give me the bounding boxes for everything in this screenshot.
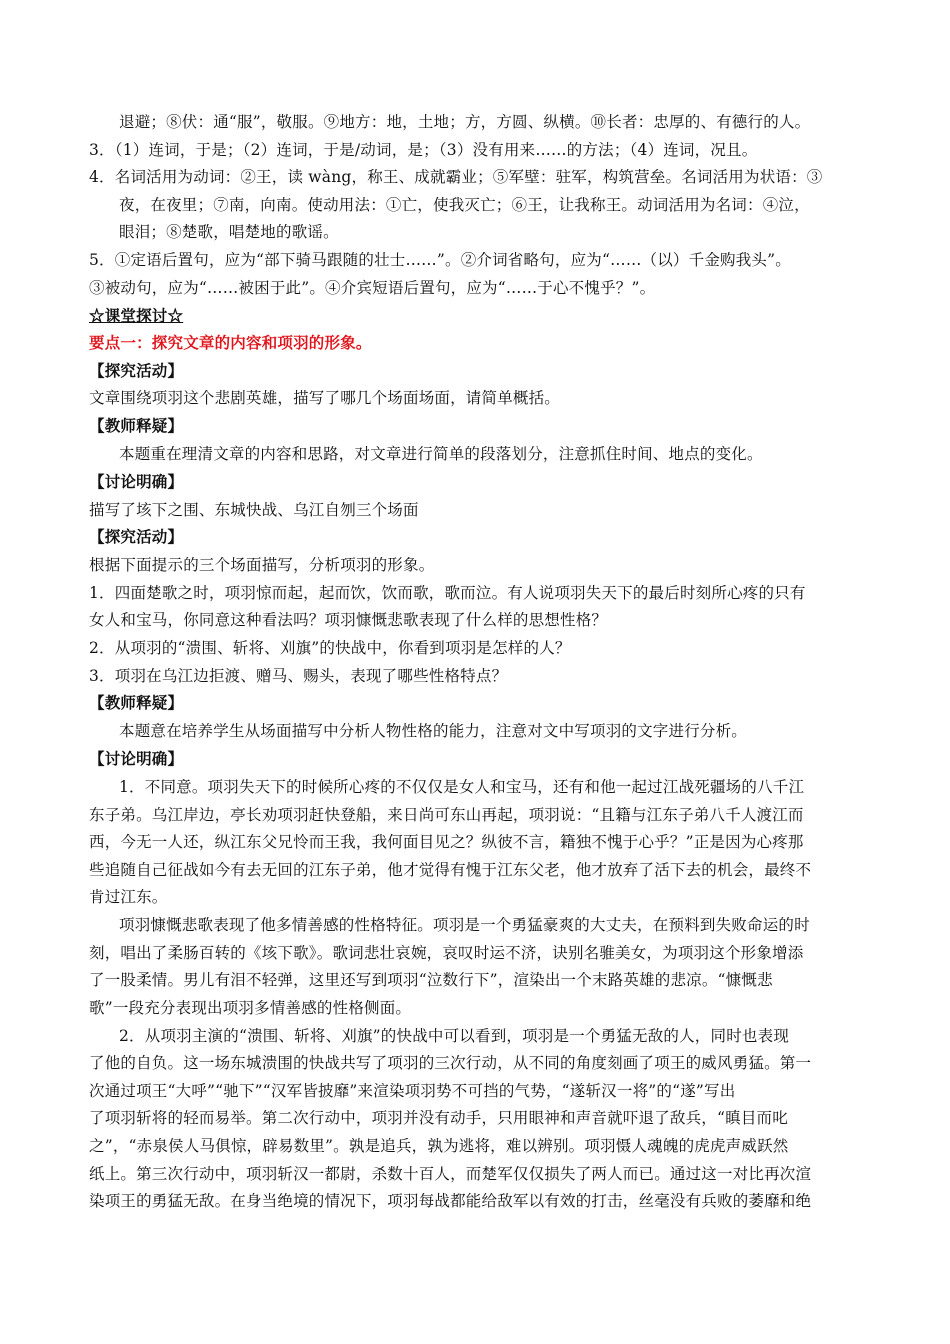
discussion-para-line: 肯过江东。 <box>89 888 168 906</box>
discussion-para-line: 纸上。第三次行动中，项羽斩汉一都尉，杀数十百人，而楚军仅仅损失了两人而已。通过这一对比再次渲 <box>89 1165 812 1183</box>
discussion-para-line: 了项羽斩将的轻而易举。第二次行动中，项羽并没有动手，只用眼神和声音就吓退了敌兵，“瞋目而叱 <box>89 1109 788 1127</box>
discussion-para-line: 东子弟。乌江岸边，亭长劝项羽赶快登船，来日尚可东山再起，项羽说：“且籍与江东子弟八千人渡江而 <box>89 806 804 824</box>
activity-heading: 【探究活动】 <box>89 361 184 380</box>
teacher-text: 本题重在理清文章的内容和思路，对文章进行简单的段落划分，注意抓住时间、地点的变化。 <box>119 445 763 463</box>
discussion-para-line: 1．不同意。项羽失天下的时候所心疼的不仅仅是女人和宝马，还有和他一起过江战死疆场的八千江 <box>119 778 805 796</box>
section-title: ☆课堂探讨☆ <box>89 306 184 325</box>
discussion-para-line: 刻，唱出了柔肠百转的《垓下歌》。歌词悲壮哀婉，哀叹时运不济，诀别名骓美女，为项羽这个形象增添 <box>89 944 804 962</box>
key-point-heading: 要点一：探究文章的内容和项羽的形象。 <box>89 333 372 352</box>
discussion-para-line: 2．从项羽主演的“溃围、斩将、刈旗”的快战中可以看到，项羽是一个勇猛无敌的人，同时也表现 <box>119 1027 790 1045</box>
activity-question: 文章围绕项羽这个悲剧英雄，描写了哪几个场面场面，请简单概括。 <box>89 389 561 407</box>
discussion-para-line: 西，今无一人还，纵江东父兄怜而王我，我何面目见之？纵彼不言，籍独不愧于心乎？”正是因为心疼那 <box>89 833 804 851</box>
answer-line-2: 3．（1）连词，于是；（2）连词，于是/动词，是；（3）没有用来……的方法；（4）连词，况且。 <box>89 141 758 159</box>
answer-line-6: 5．①定语后置句，应为“部下骑马跟随的壮士……”。②介词省略句，应为“……（以）千金购我头”。 <box>89 251 791 269</box>
answer-line-5: 眼泪；⑧楚歌，唱楚地的歌谣。 <box>119 223 339 241</box>
discussion-para-line: 之”，“赤泉侯人马俱惊，辟易数里”。孰是追兵，孰为逃将，难以辨别。项羽慑人魂魄的虎虎声威跃然 <box>89 1137 789 1155</box>
teacher-text-2: 本题意在培养学生从场面描写中分析人物性格的能力，注意对文中写项羽的文字进行分析。 <box>119 722 748 740</box>
discussion-heading-2: 【讨论明确】 <box>89 749 184 768</box>
discussion-heading: 【讨论明确】 <box>89 472 184 491</box>
teacher-heading: 【教师释疑】 <box>89 416 184 435</box>
answer-line-1: 退避；⑧伏：通“服”，敬服。⑨地方：地，土地；方，方圆、纵横。⑩长者：忠厚的、有德行的人。 <box>119 113 811 131</box>
discussion-para-line: 些追随自己征战如今有去无回的江东子弟，他才觉得有愧于江东父老，他才放弃了活下去的机会，最终不 <box>89 861 812 879</box>
activity-question-3: 3．项羽在乌江边拒渡、赠马、赐头，表现了哪些性格特点？ <box>89 667 508 685</box>
activity-question-1a: 1．四面楚歌之时，项羽惊而起，起而饮，饮而歌，歌而泣。有人说项羽失天下的最后时刻所心疼的只有 <box>89 584 806 602</box>
teacher-heading-2: 【教师释疑】 <box>89 693 184 712</box>
activity-heading-2: 【探究活动】 <box>89 527 184 546</box>
discussion-para-line: 了他的自负。这一场东城溃围的快战共写了项羽的三次行动，从不同的角度刻画了项王的威风勇猛。第一 <box>89 1054 812 1072</box>
activity-intro: 根据下面提示的三个场面描写，分析项羽的形象。 <box>89 556 435 574</box>
answer-line-7: ③被动句，应为“……被困于此”。④介宾短语后置句，应为“……于心不愧乎？”。 <box>89 279 656 297</box>
discussion-text: 描写了垓下之围、东城快战、乌江自刎三个场面 <box>89 501 419 519</box>
activity-question-1b: 女人和宝马，你同意这种看法吗？项羽慷慨悲歌表现了什么样的思想性格？ <box>89 611 608 629</box>
answer-line-3: 4．名词活用为动词：②王，读 wàng，称王、成就霸业；⑤军壁：驻军，构筑营垒。名词活用为状语：③ <box>89 168 823 186</box>
answer-line-4: 夜，在夜里；⑦南，向南。使动用法：①亡，使我灭亡；⑥王，让我称王。动词活用为名词：④泣， <box>119 196 810 214</box>
discussion-para-line: 歌”一段充分表现出项羽多情善感的性格侧面。 <box>89 999 412 1017</box>
discussion-para-line: 项羽慷慨悲歌表现了他多情善感的性格特征。项羽是一个勇猛豪爽的大丈夫，在预料到失败命运的时 <box>119 916 810 934</box>
discussion-para-line: 次通过项王“大呼”“驰下”“汉军皆披靡”来渲染项羽势不可挡的气势，“遂斩汉一将”的“遂”写出 <box>89 1082 736 1100</box>
discussion-para-line: 染项王的勇猛无敌。在身当绝境的情况下，项羽每战都能给敌军以有效的打击，丝毫没有兵败的萎靡和绝 <box>89 1192 812 1210</box>
discussion-para-line: 了一股柔情。男儿有泪不轻弹，这里还写到项羽“泣数行下”，渲染出一个末路英雄的悲凉。“慷慨悲 <box>89 971 773 989</box>
activity-question-2: 2．从项羽的“溃围、斩将、刈旗”的快战中，你看到项羽是怎样的人？ <box>89 639 571 657</box>
